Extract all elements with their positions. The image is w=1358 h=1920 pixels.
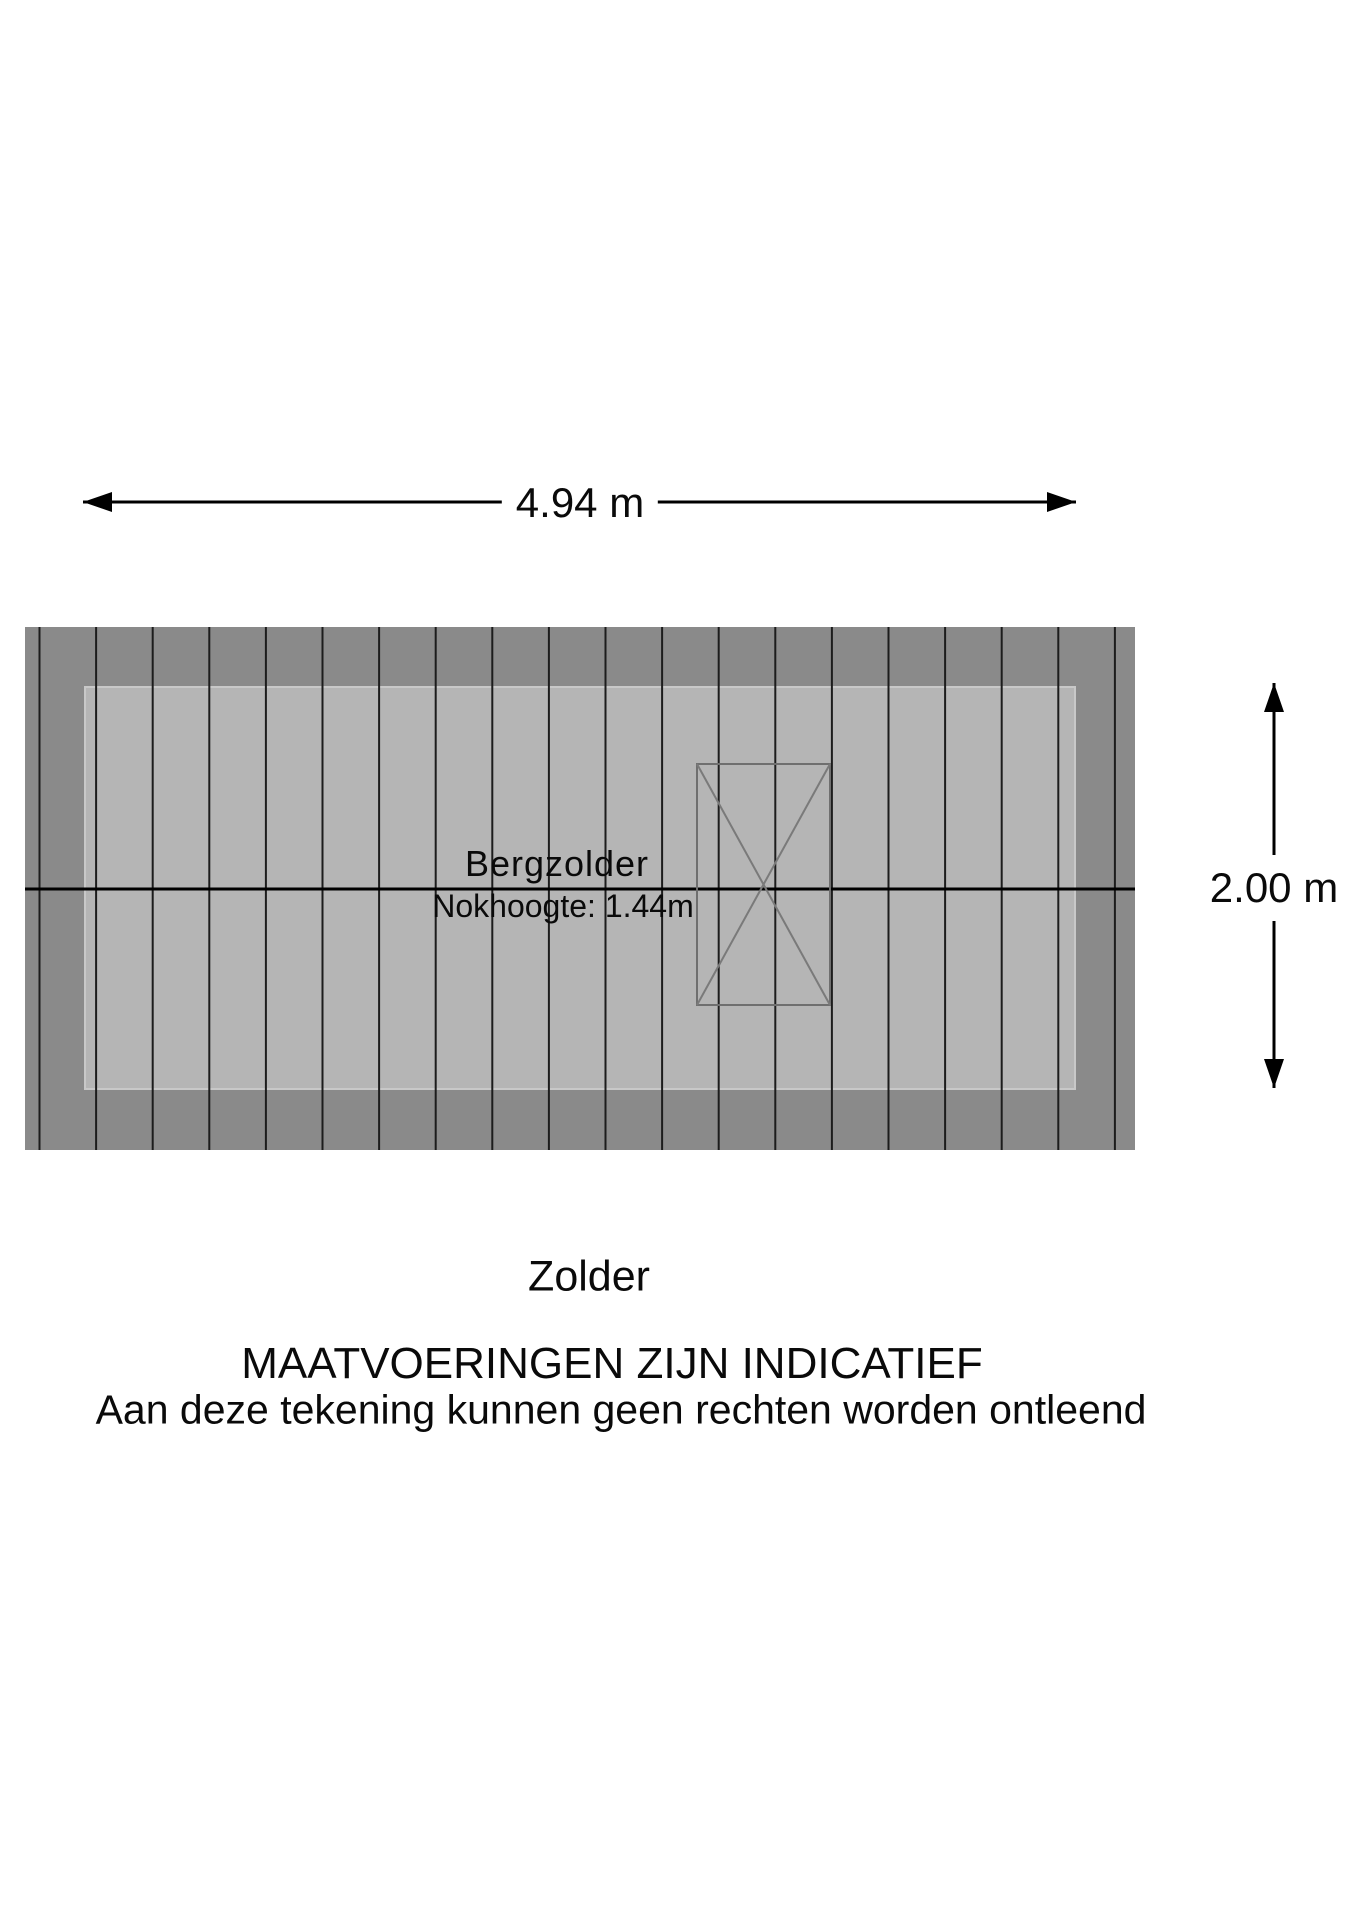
arrowhead-up-icon xyxy=(1264,683,1284,712)
disclaimer-line-1: MAATVOERINGEN ZIJN INDICATIEF xyxy=(241,1339,983,1388)
room-name-label: Bergzolder xyxy=(464,843,650,884)
arrowhead-right-icon xyxy=(1047,492,1076,512)
width-dimension-label: 4.94 m xyxy=(502,476,658,530)
height-dimension-label: 2.00 m xyxy=(1204,855,1344,921)
arrowhead-down-icon xyxy=(1264,1059,1284,1088)
floor-title: Zolder xyxy=(528,1252,650,1301)
disclaimer-line-2: Aan deze tekening kunnen geen rechten worden ontleend xyxy=(95,1386,1147,1433)
ridge-height-label: Nokhoogte: 1.44m xyxy=(432,888,694,924)
arrowhead-left-icon xyxy=(83,492,112,512)
